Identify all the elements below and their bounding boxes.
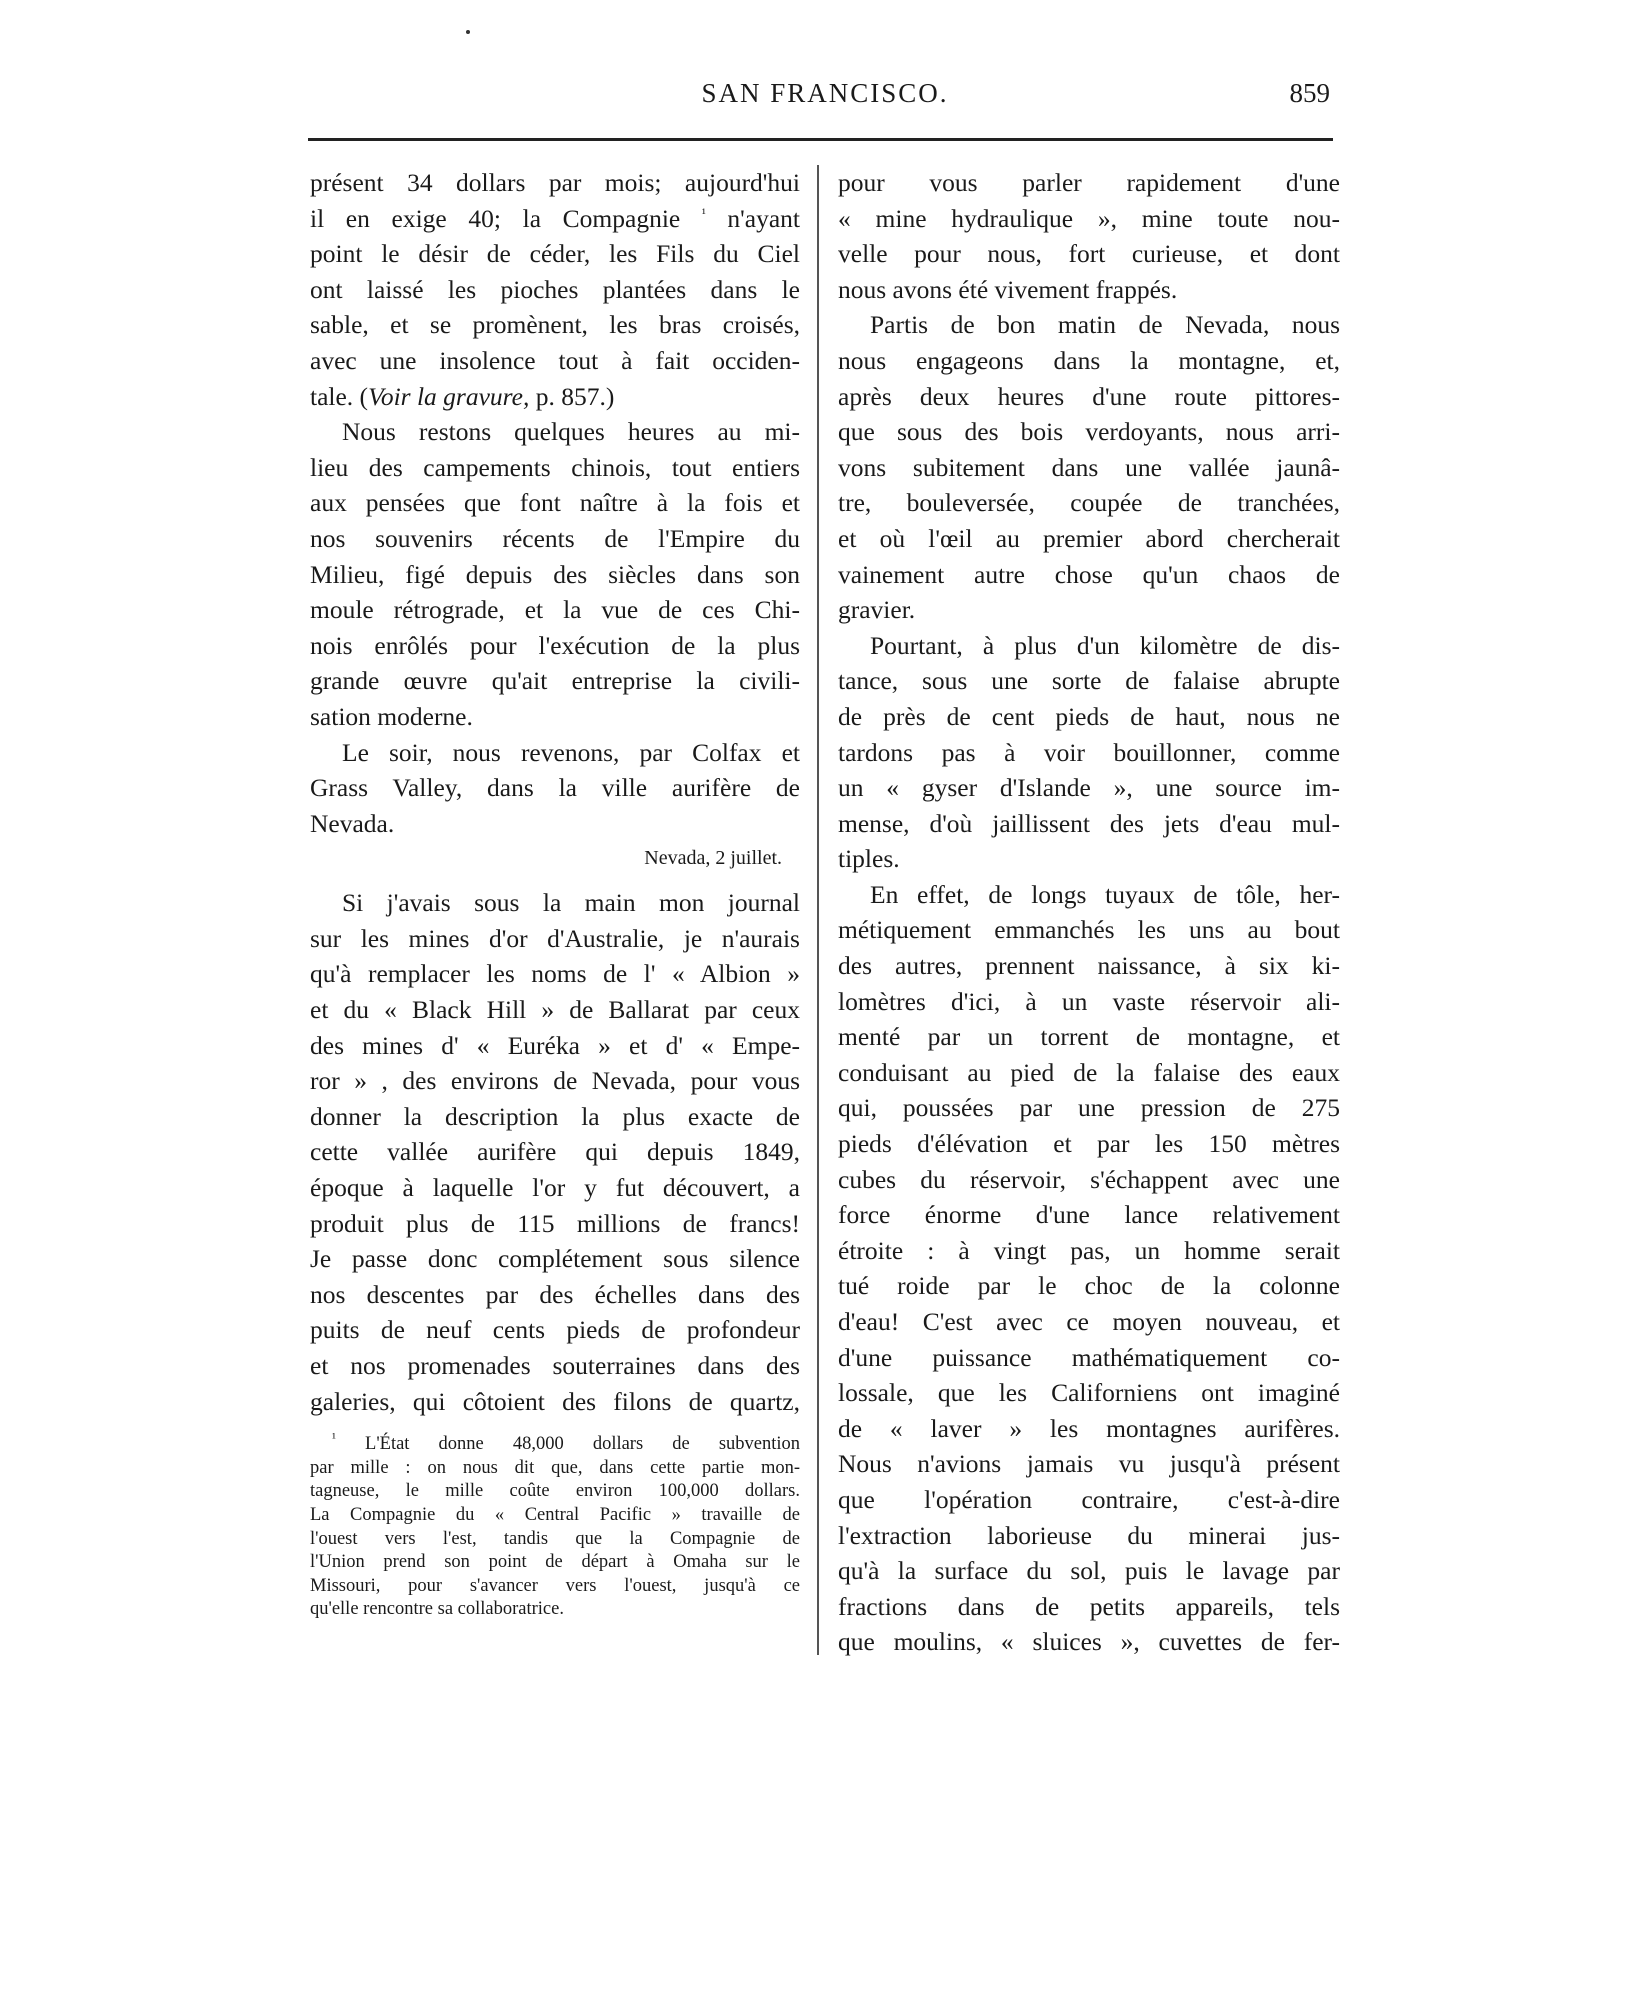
footnote-line: par mille : on nous dit que, dans cette partie mon- [310, 1457, 800, 1478]
text-line: que sous des bois verdoyants, nous arri- [838, 417, 1340, 447]
text-line: qu'à la surface du sol, puis le lavage par [838, 1556, 1340, 1586]
text-line: il en exige 40; la Compagnie $^{^1}$ n'ayant [310, 203, 800, 233]
text-line: sation moderne. [310, 701, 473, 731]
paragraph-start: Pourtant, à plus d'un kilomètre de dis- [870, 630, 1340, 660]
paragraph-start: Si j'avais sous la main mon journal [342, 888, 800, 918]
text-line: d'une puissance mathématiquement co- [838, 1342, 1340, 1372]
footnote-number: ¹ [332, 1430, 336, 1446]
text-line: nos descentes par des échelles dans des [310, 1279, 800, 1309]
text-line: mense, d'où jaillissent des jets d'eau mul- [838, 808, 1340, 838]
text-line: cubes du réservoir, s'échappent avec une [838, 1164, 1340, 1194]
text-line: nois enrôlés pour l'exécution de la plus [310, 630, 800, 660]
text-line: sable, et se promènent, les bras croisés, [310, 310, 800, 340]
footnote-line: Missouri, pour s'avancer vers l'ouest, jusqu'à ce [310, 1575, 800, 1596]
text-line: de près de cent pieds de haut, nous ne [838, 701, 1340, 731]
text-line: Milieu, figé depuis des siècles dans son [310, 559, 800, 589]
text-line: et nos promenades souterraines dans des [310, 1351, 800, 1380]
text-fragment: p. 857.) [529, 381, 615, 411]
text-line [310, 379, 800, 415]
print-speck [466, 30, 470, 34]
text-line: donner la description la plus exacte de [310, 1101, 800, 1131]
text-line: conduisant au pied de la falaise des eaux [838, 1057, 1340, 1087]
text-line: métiquement emmanchés les uns au bout [838, 915, 1340, 945]
text-line: « mine hydraulique », mine toute nou- [838, 203, 1340, 233]
paragraph-start: En effet, de longs tuyaux de tôle, her- [870, 879, 1340, 909]
text-line: qui, poussées par une pression de 275 [838, 1093, 1340, 1123]
paragraph-start: Le soir, nous revenons, par Colfax et [342, 737, 800, 767]
footnote [310, 1430, 801, 1622]
page-number: 859 [1289, 78, 1330, 108]
text-fragment: tale. ( [310, 381, 369, 411]
text-line: nos souvenirs récents de l'Empire du [310, 523, 800, 553]
text-line: de « laver » les montagnes aurifères. [838, 1413, 1340, 1443]
text-line: vons subitement dans une vallée jaunâ- [838, 452, 1340, 482]
text-line: que moulins, « sluices », cuvettes de fer- [838, 1627, 1340, 1657]
text-line: l'extraction laborieuse du minerai jus- [838, 1520, 1340, 1550]
text-line: moule rétrograde, et la vue de ces Chi- [310, 595, 800, 625]
dateline: Nevada, 2 juillet. [644, 847, 782, 870]
left-column [310, 165, 800, 1622]
text-line: présent 34 dollars par mois; aujourd'hui [310, 168, 800, 197]
text-line: force énorme d'une lance relativement [838, 1200, 1340, 1230]
text-line: Grass Valley, dans la ville aurifère de [310, 773, 800, 803]
text-line: tiples. [838, 844, 900, 874]
text-line: vainement autre chose qu'un chaos de [838, 559, 1340, 589]
text-line: velle pour nous, fort curieuse, et dont [838, 239, 1340, 269]
text-line: des mines d' « Euréka » et d' « Empe- [310, 1030, 800, 1060]
footnote-line: l'ouest vers l'est, tandis que la Compagnie de [310, 1528, 800, 1549]
text-line: des autres, prennent naissance, à six ki- [838, 951, 1340, 981]
text-line: d'eau! C'est avec ce moyen nouveau, et [838, 1307, 1340, 1336]
text-line: époque à laquelle l'or y fut découvert, a [310, 1173, 800, 1203]
spacer [310, 875, 800, 885]
footnote-line: qu'elle rencontre sa collaboratrice. [310, 1599, 564, 1620]
text-line: ror » , des environs de Nevada, pour vous [310, 1066, 800, 1096]
header-rule [308, 138, 1333, 141]
text-line: lomètres d'ici, à un vaste réservoir ali- [838, 986, 1340, 1016]
paragraph-start: Nous restons quelques heures au mi- [342, 417, 800, 447]
text-line: lossale, que les Californiens ont imaginé [838, 1378, 1340, 1408]
text-line: menté par un torrent de montagne, et [838, 1022, 1340, 1052]
footnote-line: tagneuse, le mille coûte environ 100,000 dollars. [310, 1481, 800, 1502]
text-line: avec une insolence tout à fait occiden- [310, 345, 800, 375]
text-line: Je passe donc complétement sous silence [310, 1244, 800, 1274]
text-line: fractions dans de petits appareils, tels [838, 1591, 1340, 1621]
text-line: puits de neuf cents pieds de profondeur [310, 1315, 800, 1345]
text-line: qu'à remplacer les noms de l' « Albion » [310, 959, 800, 989]
text-line: Nous n'avions jamais vu jusqu'à présent [838, 1449, 1340, 1479]
text-line: galeries, qui côtoient des filons de quartz, [310, 1386, 800, 1416]
running-head [310, 78, 1340, 118]
text-line: Nevada. [310, 808, 395, 838]
column-divider [817, 165, 819, 1655]
paragraph-start: Partis de bon matin de Nevada, nous [870, 310, 1340, 340]
text-line: et où l'œil au premier abord chercherait [838, 523, 1340, 553]
text-line: ont laissé les pioches plantées dans le [310, 274, 800, 304]
text-line: tardons pas à voir bouillonner, comme [838, 737, 1340, 767]
text-line: tre, bouleversée, coupée de tranchées, [838, 488, 1340, 518]
text-line: un « gyser d'Islande », une source im- [838, 773, 1340, 803]
text-line: tance, sous une sorte de falaise abrupte [838, 666, 1340, 696]
text-line: aux pensées que font naître à la fois et [310, 488, 800, 518]
footnote-marker[interactable]: ¹ [701, 205, 706, 221]
text-line: que l'opération contraire, c'est-à-dire [838, 1484, 1340, 1514]
text-line: pour vous parler rapidement d'une [838, 168, 1340, 197]
text-line: produit plus de 115 millions de francs! [310, 1208, 800, 1238]
text-line: et du « Black Hill » de Ballarat par ceux [310, 995, 800, 1025]
footnote-line: l'Union prend son point de départ à Omaha sur le [310, 1552, 800, 1573]
footnote-line: La Compagnie du « Central Pacific » travaille de [310, 1504, 800, 1525]
text-line: étroite : à vingt pas, un homme serait [838, 1235, 1340, 1265]
text-line: grande œuvre qu'ait entreprise la civili- [310, 666, 800, 696]
text-line: nous avons été vivement frappés. [838, 274, 1178, 304]
text-line: pieds d'élévation et par les 150 mètres [838, 1129, 1340, 1159]
text-line: gravier. [838, 595, 916, 625]
footnote-text: L'État donne 48,000 dollars de subvention [365, 1434, 801, 1455]
text-line: nous engageons dans la montagne, et, [838, 345, 1340, 375]
text-line: sur les mines d'or d'Australie, je n'aurais [310, 923, 800, 953]
italic-reference: Voir la gravure, [368, 381, 530, 411]
text-line: lieu des campements chinois, tout entiers [310, 452, 800, 482]
text-line: point le désir de céder, les Fils du Ciel [310, 239, 800, 269]
right-column [838, 165, 1340, 1660]
running-title: SAN FRANCISCO. [701, 78, 949, 108]
footnote-line [310, 1430, 801, 1457]
text-line: tué roide par le choc de la colonne [838, 1271, 1340, 1301]
text-line: cette vallée aurifère qui depuis 1849, [310, 1137, 800, 1167]
text-line: après deux heures d'une route pittores- [838, 381, 1340, 411]
